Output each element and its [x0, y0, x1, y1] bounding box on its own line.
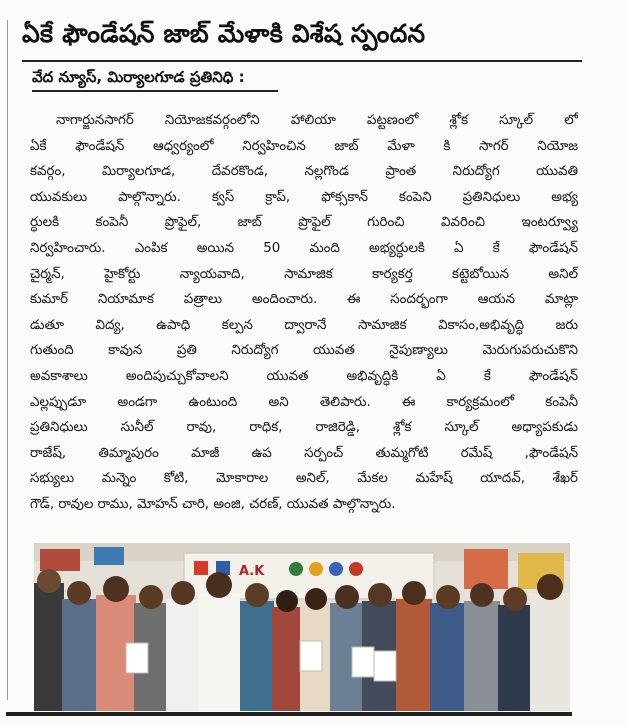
body-line: గౌడ్, రావుల రాము, మోహన్ చారి, అంజి, చరణ్, యువత పాల్గొన్నారు.: [30, 496, 396, 512]
body-line: ఎల్లప్పుడూ అండగా ఉంటుంది అని తెలిపారు. ఈ కార్యక్రమంలో కంపెనీ: [30, 394, 578, 410]
body-line: గుతుంది కావున ప్రతి నిరుద్యోగ యువత నైపుణ్యాలు మెరుగుపరుచుకొని: [30, 343, 578, 359]
body-line: డుతూ విద్య, ఉపాధి కల్పన ద్వారానే సామాజిక వికాసం,అభివృద్ధి జరు: [30, 317, 578, 333]
body-line: నిర్వహించారు. ఎంపిక అయిన 50 మంది అభ్యర్ధులకి ఏ కే ఫౌండేషన్: [30, 240, 578, 256]
bottom-rule: [6, 712, 572, 716]
article-headline: ఏకే ఫౌండేషన్ జాబ్ మేళాకి విశేష స్పందన: [22, 19, 426, 48]
group-photo: [34, 543, 570, 711]
body-line: సభ్యులు మన్నెం కోటి, మోకారాల అనిల్, మేకల మహేష్ యాదవ్, శేఖర్: [30, 471, 578, 487]
body-line: నాగార్జునసాగర్ నియోజకవర్గంలోని హాలియా పట్టణంలో శ్లోక స్కూల్ లో: [56, 113, 578, 128]
headline-underline: [22, 60, 582, 62]
body-line: అవకాశాలు అందిపుచ్చుకోవాలని యువత అభివృద్ధికి ఏ కే ఫౌండేషన్: [30, 368, 578, 384]
body-line: చైర్మన్, హైకోర్టు న్యాయవాది, సామాజిక కార్యకర్త కట్టెబోయిన అనిల్: [30, 266, 578, 282]
body-line: కుమార్ నియామాక పత్రాలు అందించారు. ఈ సందర్భంగా ఆయన మాట్లా: [30, 292, 578, 308]
body-line: కవర్గం, మిర్యాలగూడ, దేవరకొండ, నల్లగొండ ప్రాంత నిరుద్యోగ యువతి: [30, 164, 578, 180]
body-line: రాజేష్, తిమ్మాపురం మాజీ ఉప సర్పంచ్ తుమ్మగోటి రమేష్ ,ఫౌండేషన్: [30, 445, 578, 461]
body-line: ఏకే ఫౌండేషన్ ఆధ్వర్యంలో నిర్వహించిన జాబ్ మేళా కి సాగర్ నియోజ: [30, 138, 578, 154]
body-line: ప్రతినిధులు సునీల్ రావు, రాధిక, రాజిరెడ్డి, శ్లోక స్కూల్ అధ్యాపకుడు: [30, 420, 578, 436]
body-line: ర్ధులకి కంపెనీ ప్రొఫైల్, జాబ్ ప్రొఫైల్ గురించి వివరించి ఇంటర్వ్యూ: [30, 215, 578, 231]
svg-text:A.K: A.K: [239, 564, 265, 579]
body-line: యువకులు పాల్గొన్నారు. క్వస్ క్రాప్, ఫోక్సకాన్ కంపెని ప్రతినిధులు అభ్య: [30, 189, 578, 205]
dateline-underline: [32, 90, 278, 92]
article-dateline: వేద న్యూస్, మిర్యాలగూడ ప్రతినిధి :: [32, 68, 245, 86]
column-divider: [7, 20, 8, 700]
article-body: [30, 108, 578, 518]
